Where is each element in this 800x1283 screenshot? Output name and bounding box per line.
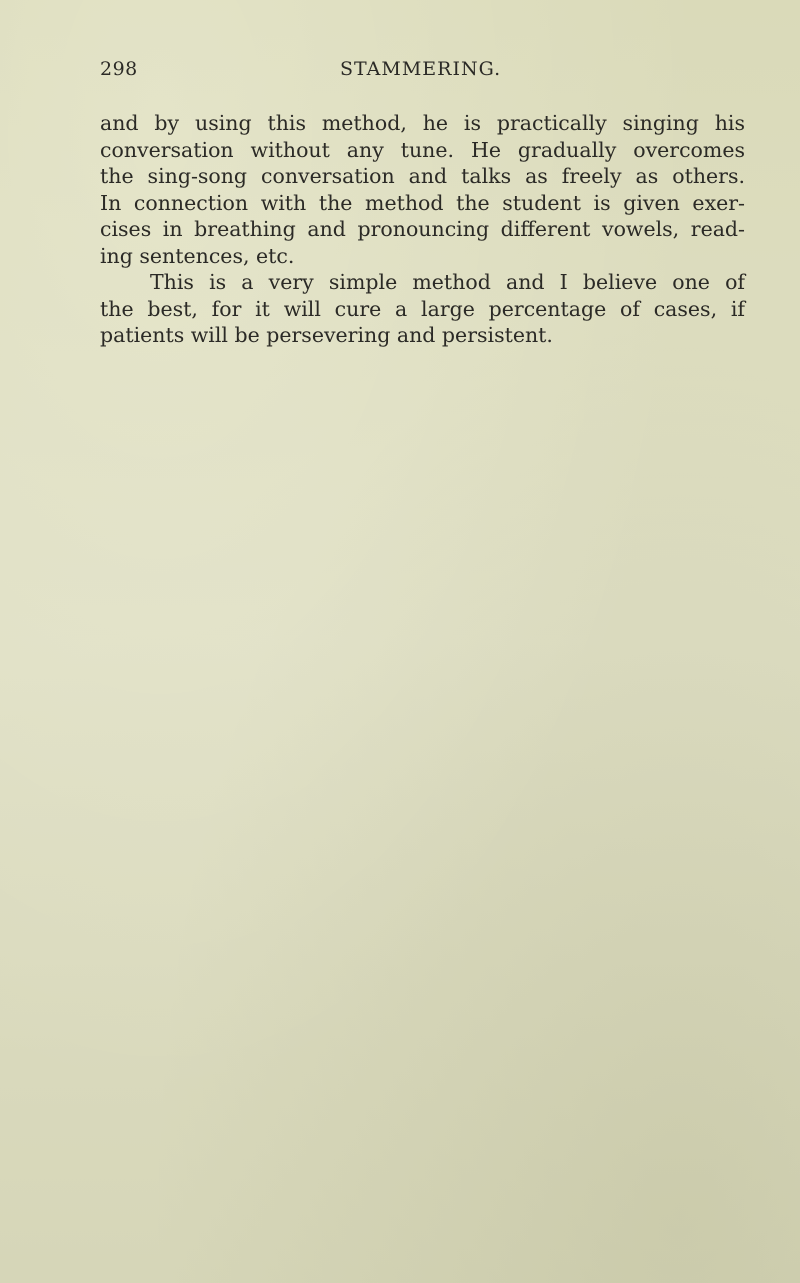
text-line: cises in breathing and pronouncing different vowels, read- [100,217,745,241]
body-text [100,110,745,349]
paragraph-2 [100,269,745,349]
text-line: patients will be persevering and persistent. [100,323,553,347]
running-head [100,58,740,88]
running-title: STAMMERING. [340,58,502,80]
text-line: ing sentences, etc. [100,243,295,268]
text-line: This is a very simple method and I believe one of [150,270,745,294]
text-line: In connection with the method the student is given exer- [100,190,745,215]
page-number: 298 [100,58,138,80]
text-line: the best, for it will cure a large percentage of cases, if [100,296,745,321]
text-line: and by using this method, he is practically singing his [100,111,745,135]
paragraph-1 [100,110,745,269]
text-line: conversation without any tune. He gradually overcomes [100,137,745,162]
text-line: the sing-song conversation and talks as freely as others. [100,164,745,188]
